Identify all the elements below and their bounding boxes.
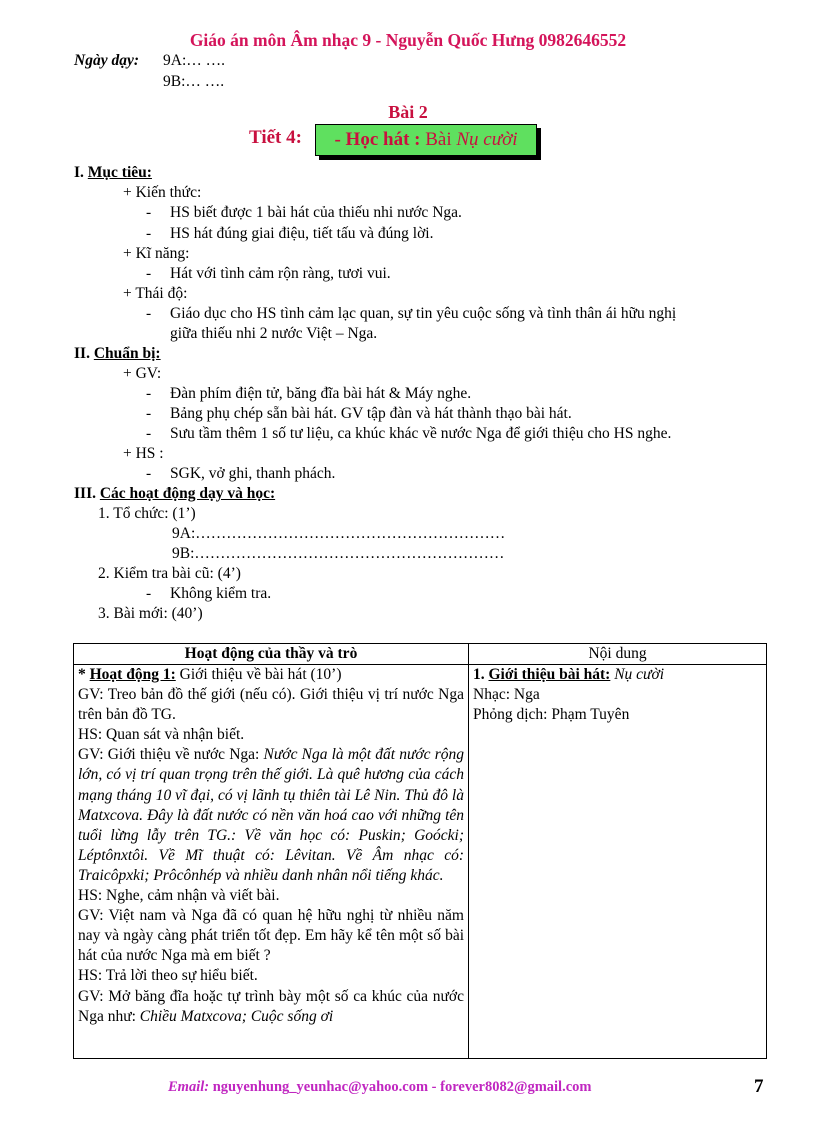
paragraph: HS: Nghe, cảm nhận và viết bài. <box>78 887 280 905</box>
paragraph: GV: Treo bản đồ thế giới (nếu có). Giới thiệu vị trí nước Nga trên bản đồ TG. <box>78 686 464 724</box>
footer-email: Email: nguyenhung_yeunhac@yahoo.com - forever8082@gmail.com <box>168 1079 592 1095</box>
section-3-heading: III. Các hoạt động dạy và học: <box>74 485 276 502</box>
list-item: - HS biết được 1 bài hát của thiếu nhi nước Nga. <box>146 204 462 221</box>
list-item: - Không kiểm tra. <box>146 585 272 602</box>
paragraph: HS: Quan sát và nhận biết. <box>78 726 245 744</box>
list-item: - HS hát đúng giai điệu, tiết tấu và đúng lời. <box>146 225 434 242</box>
content-music: Nhạc: Nga <box>473 686 540 704</box>
skill-label: + Kĩ năng: <box>123 245 190 262</box>
lesson-title-box <box>315 124 537 156</box>
col-content-header: Nội dung <box>469 644 767 665</box>
knowledge-label: + Kiến thức: <box>123 184 202 201</box>
table-header-row <box>74 644 767 665</box>
email-2: forever8082@gmail.com <box>440 1079 592 1095</box>
section-2-heading: II. Chuẩn bị: <box>74 345 161 362</box>
new-lesson-item: 3. Bài mới: (40’) <box>98 605 203 622</box>
email-1: nguyenhung_yeunhac@yahoo.com <box>209 1079 429 1095</box>
list-item: - Hát với tình cảm rộn ràng, tươi vui. <box>146 265 391 282</box>
table-row <box>74 665 767 1059</box>
teach-date-class-a: 9A:… …. <box>163 52 225 69</box>
list-item: - Sưu tầm thêm 1 số tư liệu, ca khúc khác về nước Nga để giới thiệu cho HS nghe. <box>146 425 672 442</box>
box-prefix: - Học hát : <box>334 129 421 150</box>
teach-date-label: Ngày dạy: <box>74 52 139 69</box>
list-item: - Bảng phụ chép sẵn bài hát. GV tập đàn và hát thành thạo bài hát. <box>146 405 572 422</box>
lesson-period: Tiết 4: <box>249 127 302 148</box>
organize-class-a: 9A:…………………………………………………… <box>172 525 506 542</box>
song-name: Nụ cười <box>456 129 518 150</box>
page-header-title: Giáo án môn Âm nhạc 9 - Nguyễn Quốc Hưng 0982646552 <box>189 30 627 50</box>
content-title: 1. Giới thiệu bài hát: Nụ cười <box>473 666 665 683</box>
col-activity-header: Hoạt động của thầy và trò <box>74 644 469 665</box>
organize-item: 1. Tổ chức: (1’) <box>98 505 196 522</box>
paragraph: HS: Trả lời theo sự hiểu biết. <box>78 967 258 985</box>
activity-cell <box>74 665 469 1059</box>
teach-date-class-b: 9B:… …. <box>163 73 225 90</box>
content-lyrics: Phỏng dịch: Phạm Tuyên <box>473 706 630 724</box>
section-1-heading: I. Mục tiêu: <box>74 164 152 181</box>
list-item: - Giáo dục cho HS tình cảm lạc quan, sự tin yêu cuộc sống và tình thân ái hữu nghị <box>146 305 677 322</box>
activity-title: * Hoạt động 1: Giới thiệu về bài hát (10’) <box>78 666 342 683</box>
attitude-label: + Thái độ: <box>123 285 188 302</box>
organize-class-b: 9B:…………………………………………………… <box>172 545 505 562</box>
paragraph: GV: Giới thiệu về nước Nga: Nước Nga là một đất nước rộng lớn, có vị trí quan trọng trên thế giới. Là quê hương của cách mạng tháng 10 vĩ đại, có vị lãnh tụ thiên tài Lê Nin. Thủ đô là Matxcova. Đây là đất nước có nền văn hoá cao với những tên tuổi lừng lẫy trên TG.: Về văn học có: Puskin; Goócki; Léptônxtôi. Về Mĩ thuật có: Lêvitan. Về Âm nhạc có: Traicôpxki; Prôcônhép và nhiều danh nhân nổi tiếng khác. <box>78 746 464 884</box>
page-number: 7 <box>754 1076 764 1097</box>
list-item: - Đàn phím điện tử, băng đĩa bài hát & Máy nghe. <box>146 385 472 402</box>
email-label: Email: <box>168 1079 210 1095</box>
activity-table <box>73 643 767 1059</box>
box-mid: Bài <box>420 129 457 150</box>
hs-label: + HS : <box>123 445 164 462</box>
review-item: 2. Kiểm tra bài cũ: (4’) <box>98 565 241 582</box>
list-item: - SGK, vở ghi, thanh phách. <box>146 465 336 482</box>
gv-label: + GV: <box>123 365 162 382</box>
list-item-continuation: giữa thiếu nhi 2 nước Việt – Nga. <box>170 325 378 342</box>
content-cell <box>469 665 767 1059</box>
paragraph: GV: Mở băng đĩa hoặc tự trình bày một số ca khúc của nước Nga như: Chiều Matxcova; Cuộc sống ơi <box>78 987 464 1025</box>
paragraph: GV: Việt nam và Nga đã có quan hệ hữu nghị từ nhiều năm nay và ngày càng phát triển tốt đẹp. Em hãy kể tên một số bài hát của nước Nga mà em biết ? <box>78 907 464 965</box>
lesson-number: Bài 2 <box>388 102 428 122</box>
